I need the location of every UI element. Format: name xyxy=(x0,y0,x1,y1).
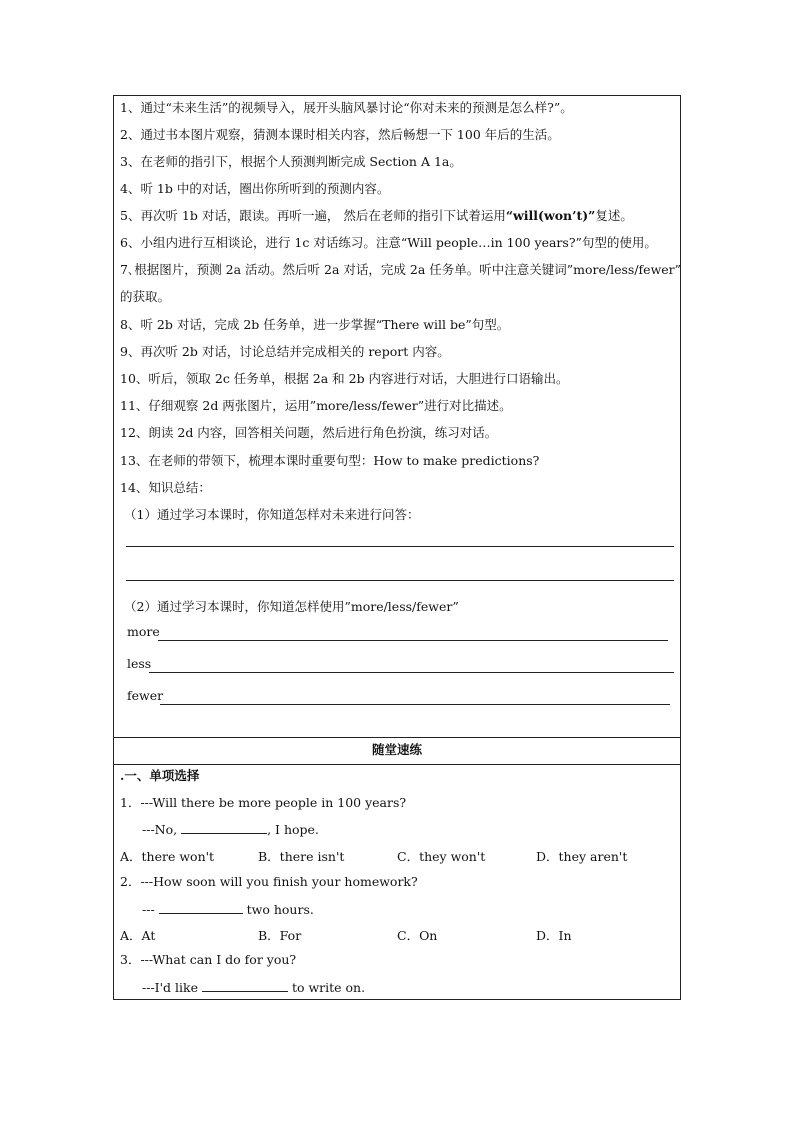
question-1-stem: 1．---Will there be more people in 100 years? xyxy=(120,795,407,810)
question-3-reply xyxy=(142,979,365,996)
step-8: 8、听 2b 对话，完成 2b 任务单，进一步掌握“There will be”句型。 xyxy=(120,317,510,332)
question-1-option-c[interactable]: C．they won't xyxy=(397,849,486,864)
question-1-option-a[interactable]: A．there won't xyxy=(120,849,215,864)
question-3-stem: 3．---What can I do for you? xyxy=(120,952,297,967)
step-7: 7､根据图片，预测 2a 活动。然后听 2a 对话，完成 2a 任务单。听中注意关键词”more/less/fewer” xyxy=(120,262,682,277)
step-5-tail: 复述。 xyxy=(595,208,633,223)
less-answer-line[interactable] xyxy=(149,672,674,673)
question-2-option-d[interactable]: D．In xyxy=(536,928,572,943)
section-heading: .一、单项选择 xyxy=(120,768,200,783)
summary-question-1: （1）通过学习本课时，你知道怎样对未来进行问答： xyxy=(124,507,420,522)
question-2-option-b[interactable]: B．For xyxy=(258,928,302,943)
step-7-cont: 的获取。 xyxy=(120,289,171,304)
practice-title: 随堂速练 xyxy=(371,742,422,757)
question-1-reply-start: ---No, xyxy=(142,822,182,837)
question-2-reply-start: --- xyxy=(142,902,159,917)
step-2: 2、通过书本图片观察，猜测本课时相关内容，然后畅想一下 100 年后的生活。 xyxy=(120,127,560,142)
step-6: 6、小组内进行互相谈论，进行 1c 对话练习。注意“Will people…in 100 years?”句型的使用。 xyxy=(120,235,657,250)
step-5-keyword: “will(won’t)” xyxy=(505,208,596,223)
question-3-reply-start: ---I'd like xyxy=(142,980,202,995)
step-14: 14、知识总结： xyxy=(120,480,211,495)
step-4: 4、听 1b 中的对话，圈出你所听到的预测内容。 xyxy=(120,181,390,196)
less-word: less xyxy=(127,656,152,671)
step-5 xyxy=(120,208,633,224)
more-answer-line[interactable] xyxy=(158,640,668,641)
question-2-option-a[interactable]: A．At xyxy=(120,928,156,943)
question-3-blank[interactable] xyxy=(202,979,288,992)
question-1-option-b[interactable]: B．there isn't xyxy=(258,849,345,864)
step-13: 13、在老师的带领下，梳理本课时重要句型：How to make predictions? xyxy=(120,453,540,468)
question-2-reply xyxy=(142,901,314,918)
question-2-option-c[interactable]: C．On xyxy=(397,928,438,943)
question-2-reply-end: two hours. xyxy=(242,902,314,917)
step-10: 10、听后，领取 2c 任务单，根据 2a 和 2b 内容进行对话，大胆进行口语输出。 xyxy=(120,371,569,386)
summary-question-2: （2）通过学习本课时，你知道怎样使用”more/less/fewer” xyxy=(124,599,459,614)
step-12: 12、朗读 2d 内容，回答相关问题，然后进行角色扮演，练习对话。 xyxy=(120,425,498,440)
step-1: 1、通过“未来生活”的视频导入，展开头脑风暴讨论“你对未来的预测是怎么样?”。 xyxy=(120,100,573,115)
question-1-reply-end: , I hope. xyxy=(267,822,319,837)
answer-line-2[interactable] xyxy=(126,580,674,581)
step-5-text: 5、再次听 1b 对话，跟读。再听一遍， 然后在老师的指引下试着运用 xyxy=(120,208,506,223)
step-11: 11、仔细观察 2d 两张图片，运用”more/less/fewer”进行对比描述。 xyxy=(120,398,512,413)
step-9: 9、再次听 2b 对话，讨论总结并完成相关的 report 内容。 xyxy=(120,344,450,359)
worksheet-table xyxy=(113,95,681,1000)
more-word: more xyxy=(127,624,160,639)
question-1-reply xyxy=(142,821,319,838)
answer-line-1[interactable] xyxy=(126,546,674,547)
fewer-word: fewer xyxy=(127,688,164,703)
question-2-stem: 2．---How soon will you finish your homework? xyxy=(120,874,418,889)
step-3: 3、在老师的指引下，根据个人预测判断完成 Section A 1a。 xyxy=(120,154,462,169)
question-1-blank[interactable] xyxy=(181,821,267,834)
section-divider-1 xyxy=(114,737,680,738)
question-2-blank[interactable] xyxy=(159,901,243,914)
fewer-answer-line[interactable] xyxy=(160,704,670,705)
section-divider-2 xyxy=(114,764,680,765)
question-1-option-d[interactable]: D．they aren't xyxy=(536,849,628,864)
question-3-reply-end: to write on. xyxy=(287,980,366,995)
